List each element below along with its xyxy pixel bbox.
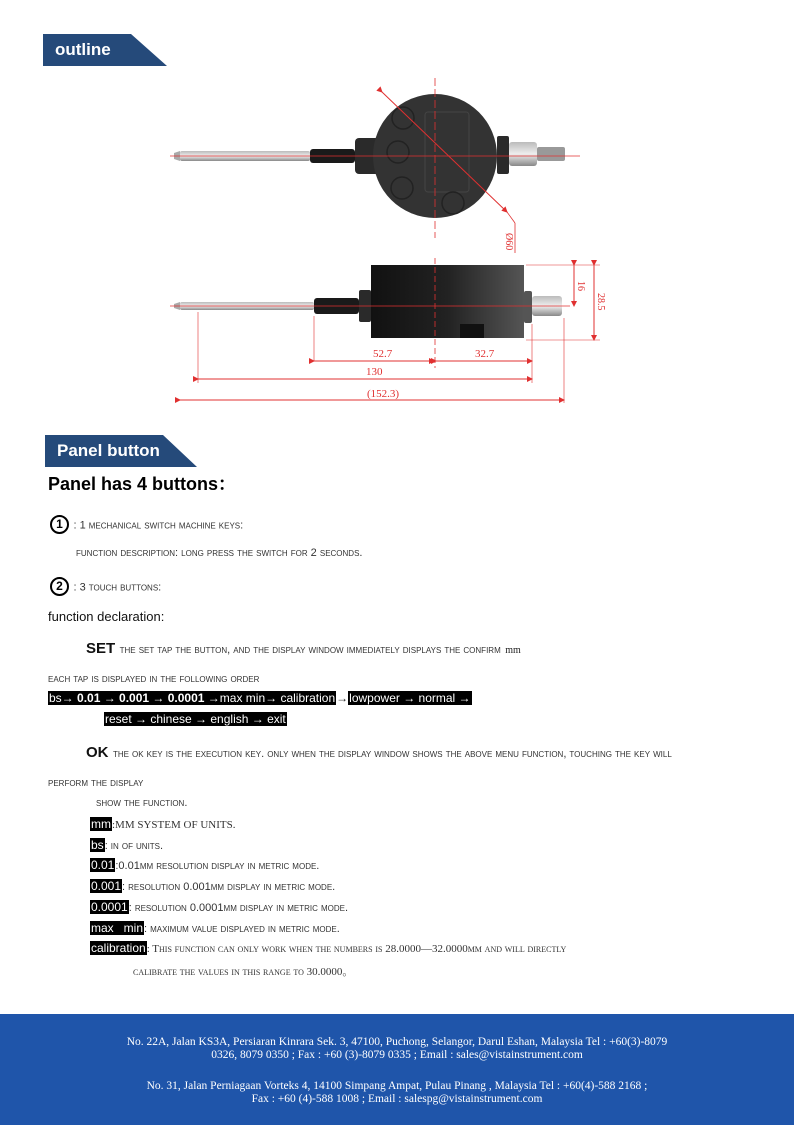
- definition-text: :MM SYSTEM OF UNITS.: [112, 819, 236, 831]
- ok-description: the ok key is the execution key. only when the display window shows the above menu function, touching the key will: [112, 748, 672, 760]
- definition-bs: [90, 838, 163, 852]
- definition-text: :0.01mm resolution display in metric mode.: [115, 860, 320, 872]
- outline-drawing: [170, 78, 610, 413]
- definition-max-min: [90, 921, 340, 935]
- item-2-text: : 3 touch buttons:: [73, 581, 162, 594]
- term-0-0001: 0.0001: [91, 900, 128, 914]
- function-declaration: function declaration:: [48, 609, 165, 624]
- definition-text: : resolution 0.0001mm display in metric mode.: [128, 902, 348, 914]
- number-circle-2-icon: 2: [50, 577, 69, 596]
- definition-0-0001: [90, 900, 348, 914]
- definition-0-001: [90, 879, 335, 893]
- section-title-panel-button: Panel button: [57, 441, 160, 460]
- show-function: show the function.: [96, 797, 188, 809]
- term-bs: bs: [91, 838, 104, 852]
- sequence-line-2: [104, 712, 287, 726]
- item-1-description: function description: long press the switch for 2 seconds.: [76, 547, 363, 559]
- front-view: [170, 78, 580, 253]
- set-key-description: [86, 640, 521, 658]
- set-key-label: SET: [86, 640, 116, 657]
- order-intro: each tap is displayed in the following order: [48, 673, 260, 685]
- sequence-block-1: bs→ 0.01 → 0.001 → 0.0001 →max min→ calibration: [49, 691, 336, 705]
- definition-mm: [90, 817, 235, 831]
- address-penang: No. 31, Jalan Perniagaan Vorteks 4, 14100 Simpang Ampat, Pulau Pinang , Malaysia Tel : +60(4)-588 2168 ; Fax : +60 (4)-588 1008 ; Email : salespg@vistainstrument.com: [146, 1080, 648, 1105]
- term-max-min: max min: [91, 921, 144, 935]
- item-1-text: : 1 mechanical switch machine keys:: [73, 519, 244, 532]
- side-view: [170, 258, 606, 403]
- dim-52-7: 52.7: [373, 348, 393, 360]
- term-0-001: 0.001: [91, 879, 122, 893]
- sequence-block-2: lowpower → normal →: [349, 691, 471, 705]
- definition-text: : maximum value displayed in metric mode.: [144, 923, 340, 935]
- dim-16: 16: [575, 281, 586, 291]
- address-puchong: No. 22A, Jalan KS3A, Persiaran Kinrara Sek. 3, 47100, Puchong, Selangor, Darul Eshan, Malaysia Tel : +60(3)-8079 0326, 8079 0350 ; Fax : +60 (3)-8079 0335 ; Email : sales@vistainstrument.com: [126, 1036, 668, 1061]
- term-0-01: 0.01: [91, 858, 115, 872]
- section-tab-panel-button: [45, 435, 197, 467]
- sequence-arrow: →: [336, 691, 349, 705]
- term-mm: mm: [91, 817, 111, 831]
- ok-description-cont: perform the display: [48, 777, 144, 789]
- definition-0-01: [90, 858, 319, 872]
- sequence-block-3: reset → chinese → english → exit: [105, 712, 286, 726]
- set-description: the set tap the button, and the display window immediately displays the confirm: [119, 644, 501, 656]
- dimension-drawing: [170, 78, 610, 408]
- section-tab-outline: [43, 34, 167, 66]
- sequence-line-1: [48, 691, 472, 705]
- definition-text: : resolution 0.001mm display in metric mode.: [122, 881, 336, 893]
- diameter-label: Ø60: [503, 233, 514, 251]
- ok-key-description: [86, 744, 672, 762]
- definition-text: : in of units.: [104, 840, 164, 852]
- calibration-cont: calibrate the values in this range to 30.0000。: [133, 966, 354, 978]
- set-unit: mm: [505, 645, 521, 656]
- panel-heading: Panel has 4 buttons：: [48, 474, 237, 494]
- definition-calibration: [90, 941, 566, 955]
- definition-text: : This function can only work when the numbers is 28.0000—32.0000mm and will directly: [146, 943, 567, 955]
- ok-key-label: OK: [86, 744, 109, 761]
- dim-152-3: (152.3): [367, 388, 400, 400]
- dim-32-7: 32.7: [475, 348, 495, 360]
- item-2: [50, 577, 161, 596]
- dim-130: 130: [366, 366, 383, 378]
- section-title-outline: outline: [55, 40, 111, 59]
- number-circle-1-icon: 1: [50, 515, 69, 534]
- term-calibration: calibration: [91, 941, 146, 955]
- footer: [0, 1012, 794, 1125]
- dim-28-5: 28.5: [595, 293, 606, 311]
- item-1: [50, 515, 243, 534]
